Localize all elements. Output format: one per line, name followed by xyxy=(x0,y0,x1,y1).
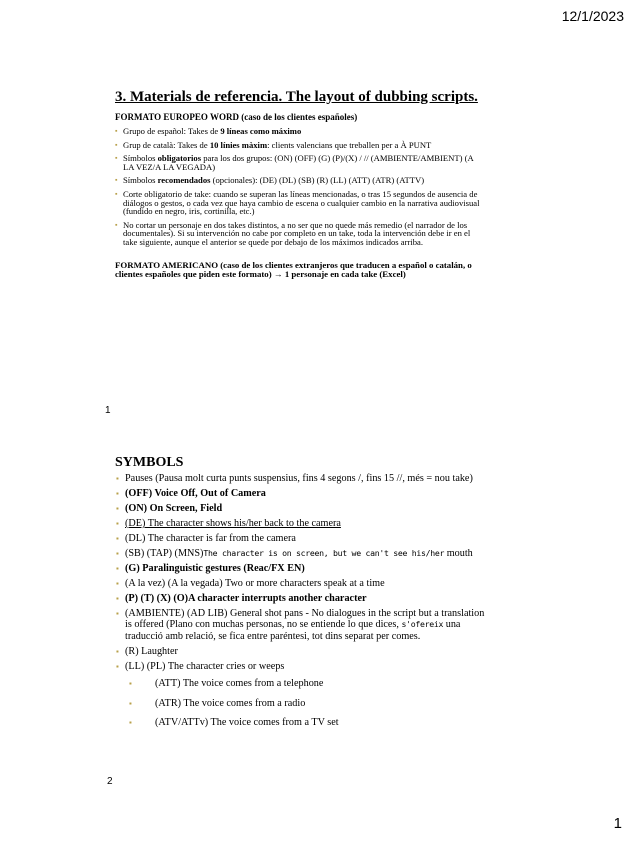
symbols-sublist xyxy=(115,678,490,728)
list-item: ▪ (G) Paralinguistic gestures (Reac/FX EN) xyxy=(115,563,490,574)
list-item: ▪ Símbolos obligatorios para los dos grupos: (ON) (OFF) (G) (P)/(X) / // (AMBIENTE/AMBIENT) (A LA VEZ/A LA VEGADA) xyxy=(115,154,485,171)
list-item: ▪ (ATT) The voice comes from a telephone xyxy=(115,678,490,689)
list-item: ▪ (DL) The character is far from the camera xyxy=(115,533,490,544)
slide-1-number: 1 xyxy=(105,405,111,416)
slide-1-title: 3. Materials de referencia. The layout of dubbing scripts. xyxy=(115,89,478,105)
list-item: ▪ Corte obligatorio de take: cuando se superan las líneas mencionadas, o tras 15 segundos de ausencia de diálogos o gestos, o cada vez que haya cambio de escena o cualquier cambio en la narrativa audiovisual (fundido en negro, iris, cortinilla, etc.) xyxy=(115,190,485,216)
list-item: ▪ (AMBIENTE) (AD LIB) General shot pans - No dialogues in the script but a translation is offered (Plano con muchas personas, no se entiende lo que dices, s'ofereix una traducció amb relació, se fica entre paréntesi, tot dins separat per comes. xyxy=(115,608,490,642)
list-item: ▪ (ATR) The voice comes from a radio xyxy=(115,698,490,709)
list-item: ▪ (P) (T) (X) (O)A character interrupts another character xyxy=(115,593,490,604)
slide-2-title: SYMBOLS xyxy=(115,455,184,470)
list-item: ▪ (OFF) Voice Off, Out of Camera xyxy=(115,488,490,499)
list-item: ▪ (LL) (PL) The character cries or weeps xyxy=(115,661,490,672)
list-item: ▪ (A la vez) (A la vegada) Two or more characters speak at a time xyxy=(115,578,490,589)
list-item: ▪ Pauses (Pausa molt curta punts suspensius, fins 4 segons /, fins 15 //, més = nou take) xyxy=(115,473,490,484)
list-item: ▪ (ON) On Screen, Field xyxy=(115,503,490,514)
european-format-heading: FORMATO EUROPEO WORD (caso de los clientes españoles) xyxy=(115,112,358,122)
list-item: ▪ (R) Laughter xyxy=(115,646,490,657)
list-item: ▪ Grup de català: Takes de 10 línies màxim: clients valencians que treballen per a À PUNT xyxy=(115,141,485,150)
slide-2 xyxy=(115,456,490,736)
list-item: ▪ No cortar un personaje en dos takes distintos, a no ser que no quede más remedio (el narrador de los documentales). Si su intervención no cabe por completo en un take, toda la intervención debe ir en el take siguiente, aunque el anterior se quede por debajo de los máximos indicados arriba. xyxy=(115,221,485,247)
page-number: 1 xyxy=(613,815,622,832)
list-item: ▪ (DE) The character shows his/her back to the camera xyxy=(115,518,490,529)
list-item: ▪ (ATV/ATTv) The voice comes from a TV set xyxy=(115,717,490,728)
american-format-note: FORMATO AMERICANO (caso de los clientes extranjeros que traducen a español o catalán, o clientes españoles que piden este formato) → 1 personaje en cada take (Excel) xyxy=(115,259,472,279)
symbols-list xyxy=(115,473,490,672)
list-item: ▪ Grupo de español: Takes de 9 líneas como máximo xyxy=(115,127,485,136)
list-item: ▪ Símbolos recomendados (opcionales): (DE) (DL) (SB) (R) (LL) (ATT) (ATR) (ATTV) xyxy=(115,176,485,185)
slide-2-number: 2 xyxy=(107,776,113,787)
date-stamp: 12/1/2023 xyxy=(561,8,624,24)
slide-1 xyxy=(115,90,485,279)
list-item: ▪ (SB) (TAP) (MNS)The character is on screen, but we can't see his/her mouth xyxy=(115,548,490,559)
european-format-list xyxy=(115,127,485,247)
